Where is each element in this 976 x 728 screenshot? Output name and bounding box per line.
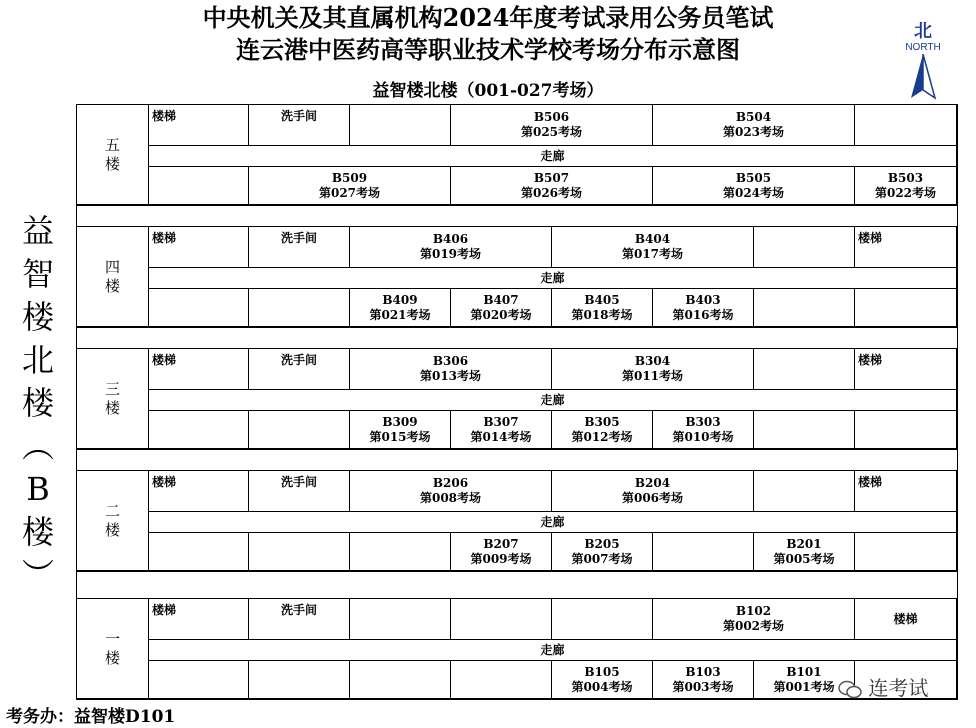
floor-label-char: 楼 (104, 276, 120, 295)
watermark-text: 连考试 (868, 676, 929, 700)
floor-label-char: 楼 (104, 648, 120, 667)
exam-room (653, 167, 855, 205)
exam-room (552, 227, 754, 268)
exam-room (653, 661, 754, 699)
exam-number: 第007考场 (571, 551, 633, 566)
room-number: B102 (735, 604, 772, 618)
room-number: B403 (685, 292, 721, 307)
empty-cell (653, 533, 754, 571)
stairs-cell (855, 599, 957, 640)
floor-5 (77, 105, 957, 205)
exam-number: 第019考场 (419, 247, 482, 261)
exam-number: 第005考场 (773, 551, 835, 566)
floor-4 (77, 227, 957, 327)
north-char: 北 (914, 21, 932, 42)
exam-room (855, 167, 957, 205)
stairs-label: 楼梯 (893, 611, 918, 626)
exam-room (552, 349, 754, 390)
exam-room (552, 289, 653, 327)
floor-label-char: 楼 (104, 520, 120, 539)
room-number: B303 (685, 414, 721, 429)
exam-room (451, 289, 552, 327)
room-number: B103 (685, 664, 721, 679)
exam-room (552, 661, 653, 699)
washroom-cell (249, 349, 350, 390)
exam-number: 第010考场 (672, 429, 734, 444)
stairs-cell (149, 471, 249, 512)
side-label-char: ︶ (21, 556, 54, 594)
exam-room (653, 411, 754, 449)
side-label-char: 益 (21, 212, 54, 250)
empty-cell (149, 661, 249, 699)
exam-room (451, 533, 552, 571)
floor-1 (77, 599, 957, 699)
exam-room (552, 471, 754, 512)
stairs-cell (149, 227, 249, 268)
exam-number: 第025考场 (520, 125, 583, 139)
exam-room (552, 533, 653, 571)
exam-number: 第017考场 (621, 247, 684, 261)
floor-3 (77, 349, 957, 449)
empty-cell (350, 105, 451, 146)
subtitle: 益智楼北楼（001-027考场） (372, 81, 604, 101)
exam-number: 第021考场 (369, 307, 431, 322)
exam-number: 第011考场 (621, 369, 684, 383)
exam-number: 第016考场 (672, 307, 734, 322)
exam-room (754, 533, 855, 571)
empty-cell (855, 411, 957, 449)
corridor-label: 走廊 (540, 270, 565, 285)
floor-label (77, 227, 149, 327)
corridor-label: 走廊 (540, 392, 565, 407)
room-number: B505 (735, 170, 772, 185)
stairs-cell (149, 105, 249, 146)
empty-cell (249, 411, 350, 449)
room-number: B206 (432, 476, 469, 490)
exam-room (350, 227, 552, 268)
stairs-cell (855, 349, 957, 390)
empty-cell (149, 411, 249, 449)
floor-gap (77, 571, 957, 599)
washroom-cell (249, 471, 350, 512)
stairs-label: 楼梯 (152, 475, 177, 489)
exam-room (653, 599, 855, 640)
exam-number: 第013考场 (419, 369, 482, 383)
exam-number: 第012考场 (571, 429, 633, 444)
stairs-label: 楼梯 (152, 603, 177, 617)
room-number: B407 (483, 292, 519, 307)
room-number: B105 (584, 664, 620, 679)
stairs-label: 楼梯 (152, 231, 177, 245)
exam-number: 第001考场 (773, 679, 835, 694)
exam-room (350, 411, 451, 449)
room-number: B307 (483, 414, 519, 429)
north-text: NORTH (905, 42, 941, 53)
floor-label-char: 楼 (104, 398, 120, 417)
room-number: B205 (584, 536, 620, 551)
floor-label-char: 五 (104, 135, 120, 154)
empty-cell (754, 471, 855, 512)
washroom-cell (249, 599, 350, 640)
room-number: B204 (634, 476, 671, 490)
floor-label-char: 一 (104, 629, 120, 648)
empty-cell (451, 599, 552, 640)
floor-gap (77, 205, 957, 227)
exam-room (653, 289, 754, 327)
stairs-cell (855, 471, 957, 512)
side-label-char: 楼 (21, 384, 54, 422)
floor-label-char: 四 (104, 257, 120, 276)
washroom-cell (249, 105, 350, 146)
exam-number: 第004考场 (571, 679, 633, 694)
stairs-cell (149, 349, 249, 390)
empty-cell (350, 533, 451, 571)
empty-cell (855, 533, 957, 571)
exam-number: 第014考场 (470, 429, 532, 444)
empty-cell (249, 661, 350, 699)
room-number: B304 (634, 354, 671, 368)
floor-label-char: 三 (104, 379, 120, 398)
exam-number: 第024考场 (722, 185, 785, 200)
title-line-1: 中央机关及其直属机构2024年度考试录用公务员笔试 (202, 3, 774, 32)
exam-room (653, 105, 855, 146)
room-number: B509 (331, 170, 368, 185)
floor-label-char: 二 (104, 501, 120, 520)
empty-cell (249, 533, 350, 571)
washroom-label: 洗手间 (280, 603, 317, 617)
exam-number: 第015考场 (369, 429, 431, 444)
empty-cell (149, 533, 249, 571)
corridor-label: 走廊 (540, 642, 565, 657)
corridor (149, 390, 957, 411)
stairs-label: 楼梯 (858, 231, 883, 245)
corridor (149, 268, 957, 289)
empty-cell (855, 289, 957, 327)
side-label-char: 智 (21, 255, 54, 293)
exam-room (249, 167, 451, 205)
floor-label (77, 105, 149, 205)
empty-cell (754, 349, 855, 390)
floor-label-char: 楼 (104, 154, 120, 173)
exam-room (350, 349, 552, 390)
empty-cell (754, 411, 855, 449)
washroom-label: 洗手间 (280, 109, 317, 123)
empty-cell (754, 289, 855, 327)
exam-room (451, 167, 653, 205)
title-line-2: 连云港中医药高等职业技术学校考场分布示意图 (236, 35, 740, 64)
room-number: B409 (382, 292, 418, 307)
exam-office-note: 考务办：益智楼D101 (6, 707, 176, 727)
empty-cell (350, 599, 451, 640)
corridor (149, 512, 957, 533)
wechat-icon (838, 680, 862, 700)
empty-cell (754, 227, 855, 268)
floor-2 (77, 471, 957, 571)
room-number: B305 (584, 414, 620, 429)
stairs-label: 楼梯 (858, 475, 883, 489)
side-label-char: 北 (21, 341, 54, 379)
empty-cell (552, 599, 653, 640)
side-label-char: 楼 (21, 298, 54, 336)
floor-label (77, 471, 149, 571)
room-number: B101 (786, 664, 822, 679)
building-side-label (16, 210, 60, 597)
exam-number: 第026考场 (520, 185, 583, 200)
empty-cell (350, 661, 451, 699)
stairs-cell (149, 599, 249, 640)
washroom-label: 洗手间 (280, 475, 317, 489)
stairs-cell (855, 227, 957, 268)
washroom-label: 洗手间 (280, 353, 317, 367)
room-number: B404 (634, 232, 671, 246)
room-number: B504 (735, 110, 772, 124)
exam-room (552, 411, 653, 449)
corridor-label: 走廊 (540, 514, 565, 529)
washroom-label: 洗手间 (280, 231, 317, 245)
watermark (838, 672, 928, 701)
floor-label (77, 349, 149, 449)
room-number: B406 (432, 232, 469, 246)
room-number: B306 (432, 354, 469, 368)
exam-number: 第022考场 (874, 185, 937, 200)
exam-room (451, 105, 653, 146)
empty-cell (855, 105, 957, 146)
exam-number: 第020考场 (470, 307, 532, 322)
empty-cell (249, 289, 350, 327)
side-label-char: ︵ (21, 427, 54, 465)
room-number: B507 (533, 170, 570, 185)
stairs-label: 楼梯 (152, 109, 177, 123)
side-label-char: B (26, 470, 50, 508)
exam-number: 第003考场 (672, 679, 734, 694)
floor-label (77, 599, 149, 699)
exam-number: 第018考场 (571, 307, 633, 322)
side-label-char: 楼 (21, 513, 54, 551)
room-number: B207 (483, 536, 519, 551)
exam-number: 第006考场 (621, 491, 684, 505)
room-number: B405 (584, 292, 620, 307)
building-floor-plan (76, 104, 958, 700)
room-number: B503 (887, 170, 924, 185)
exam-room (451, 411, 552, 449)
north-compass (895, 22, 951, 104)
corridor (149, 640, 957, 661)
exam-room (350, 471, 552, 512)
exam-number: 第023考场 (722, 125, 785, 139)
exam-number: 第027考场 (318, 185, 381, 200)
floor-gap (77, 327, 957, 349)
washroom-cell (249, 227, 350, 268)
stairs-label: 楼梯 (858, 353, 883, 367)
empty-cell (451, 661, 552, 699)
room-number: B506 (533, 110, 570, 124)
room-number: B309 (382, 414, 418, 429)
exam-number: 第009考场 (470, 551, 532, 566)
exam-room (350, 289, 451, 327)
room-number: B201 (786, 536, 822, 551)
exam-number: 第008考场 (419, 491, 482, 505)
corridor-label: 走廊 (540, 148, 565, 163)
stairs-label: 楼梯 (152, 353, 177, 367)
floor-gap (77, 449, 957, 471)
north-arrow-icon (903, 54, 943, 100)
empty-cell (149, 167, 249, 205)
exam-number: 第002考场 (722, 619, 785, 633)
corridor (149, 146, 957, 167)
empty-cell (149, 289, 249, 327)
